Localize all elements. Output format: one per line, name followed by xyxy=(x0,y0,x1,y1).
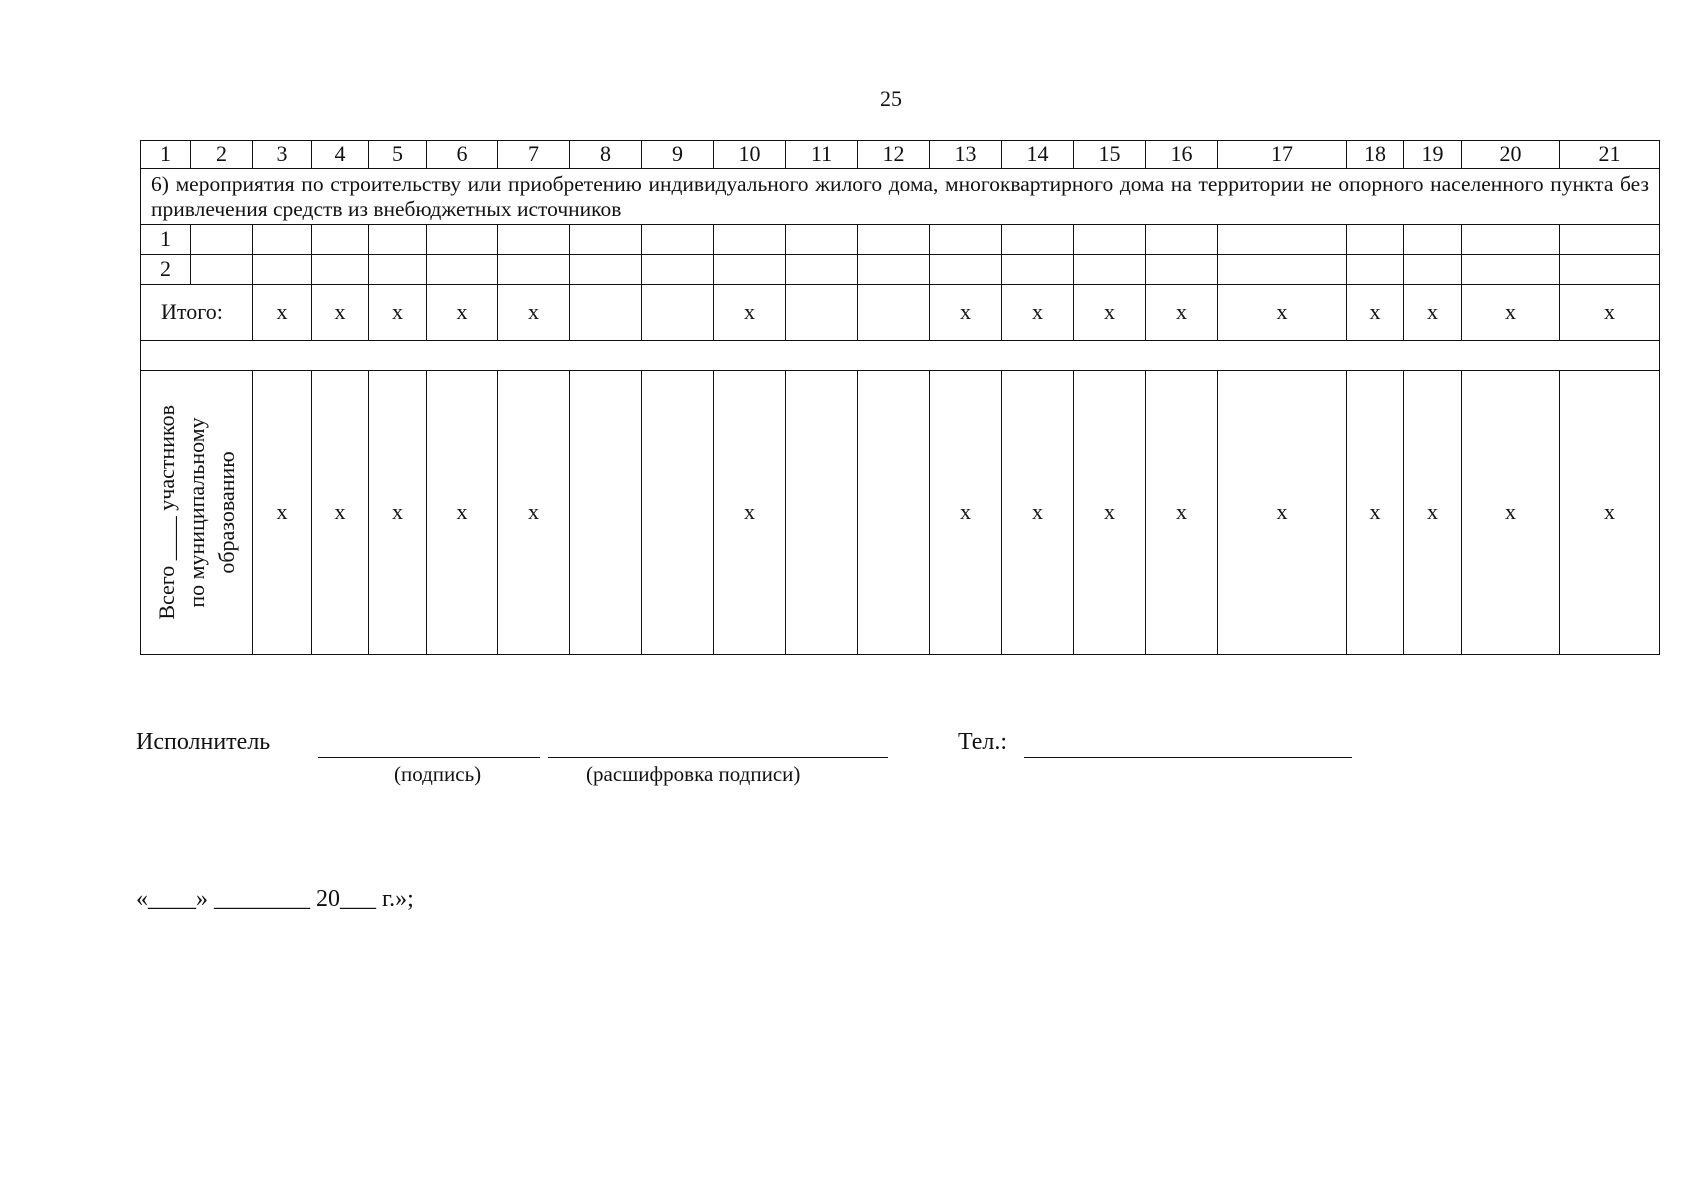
column-number: 1 xyxy=(141,141,191,169)
column-number: 7 xyxy=(498,141,570,169)
total-cell: x xyxy=(1462,285,1560,341)
total-label: Итого: xyxy=(141,285,253,341)
column-number: 13 xyxy=(930,141,1002,169)
column-number: 15 xyxy=(1074,141,1146,169)
report-table xyxy=(140,140,1660,655)
column-number-row xyxy=(141,141,1660,169)
total-cell: x xyxy=(1074,285,1146,341)
column-number: 20 xyxy=(1462,141,1560,169)
total-cell: x xyxy=(498,285,570,341)
grand-total-cell: x xyxy=(1347,371,1404,655)
column-number: 19 xyxy=(1404,141,1462,169)
grand-total-cell: x xyxy=(1560,371,1660,655)
grand-total-cell: x xyxy=(1146,371,1218,655)
grand-total-cell: x xyxy=(312,371,369,655)
column-number: 2 xyxy=(191,141,253,169)
date-line: «____» ________ 20___ г.»; xyxy=(136,886,414,912)
total-cell: x xyxy=(312,285,369,341)
column-number: 6 xyxy=(427,141,498,169)
grand-total-label: Всего ____ участников по муниципальному образованию xyxy=(153,405,239,620)
column-number: 14 xyxy=(1002,141,1074,169)
phone-line xyxy=(1024,757,1352,758)
page-number: 25 xyxy=(880,86,902,111)
total-cell: x xyxy=(1002,285,1074,341)
total-row xyxy=(141,285,1660,341)
spacer-row xyxy=(141,341,1660,371)
grand-total-cell: x xyxy=(253,371,312,655)
row-number: 2 xyxy=(141,255,191,285)
column-number: 10 xyxy=(714,141,786,169)
total-cell: x xyxy=(1560,285,1660,341)
grand-total-cell: x xyxy=(930,371,1002,655)
grand-total-cell xyxy=(858,371,930,655)
total-cell: x xyxy=(1404,285,1462,341)
grand-total-label-cell xyxy=(141,371,253,655)
column-number: 8 xyxy=(570,141,642,169)
column-number: 12 xyxy=(858,141,930,169)
column-number: 4 xyxy=(312,141,369,169)
grand-total-cell: x xyxy=(498,371,570,655)
spacer-cell xyxy=(141,341,1660,371)
column-number: 17 xyxy=(1218,141,1347,169)
executor-label: Исполнитель xyxy=(136,729,271,755)
grand-total-cell: x xyxy=(369,371,427,655)
column-number: 3 xyxy=(253,141,312,169)
grand-total-cell: x xyxy=(1218,371,1347,655)
total-cell: x xyxy=(930,285,1002,341)
grand-total-cell xyxy=(570,371,642,655)
section-title: 6) мероприятия по строительству или приобретению индивидуального жилого дома, многоквартирного дома на территории не опорного населенного пункта без привлечения средств из внебюджетных источников xyxy=(141,169,1660,225)
signature-caption: (подпись) xyxy=(394,762,482,786)
total-cell: x xyxy=(1218,285,1347,341)
table-row xyxy=(141,255,1660,285)
signature-line xyxy=(318,757,540,758)
row-number: 1 xyxy=(141,225,191,255)
column-number: 18 xyxy=(1347,141,1404,169)
total-cell: x xyxy=(427,285,498,341)
grand-total-row xyxy=(141,371,1660,655)
signature-decoding-caption: (расшифровка подписи) xyxy=(586,762,801,786)
grand-total-cell: x xyxy=(1462,371,1560,655)
column-number: 11 xyxy=(786,141,858,169)
total-cell: x xyxy=(1347,285,1404,341)
total-cell: x xyxy=(253,285,312,341)
signature-decoding-line xyxy=(548,757,888,758)
grand-total-cell: x xyxy=(1404,371,1462,655)
grand-total-cell: x xyxy=(1002,371,1074,655)
total-cell: x xyxy=(1146,285,1218,341)
section-title-row xyxy=(141,169,1660,225)
total-cell xyxy=(642,285,714,341)
total-cell xyxy=(858,285,930,341)
total-cell: x xyxy=(714,285,786,341)
grand-total-cell xyxy=(642,371,714,655)
total-cell xyxy=(570,285,642,341)
table-row xyxy=(141,225,1660,255)
phone-label: Тел.: xyxy=(958,729,1008,755)
total-cell: x xyxy=(369,285,427,341)
total-cell xyxy=(786,285,858,341)
grand-total-cell: x xyxy=(427,371,498,655)
column-number: 9 xyxy=(642,141,714,169)
column-number: 21 xyxy=(1560,141,1660,169)
column-number: 16 xyxy=(1146,141,1218,169)
column-number: 5 xyxy=(369,141,427,169)
grand-total-cell xyxy=(786,371,858,655)
grand-total-cell: x xyxy=(1074,371,1146,655)
grand-total-cell: x xyxy=(714,371,786,655)
